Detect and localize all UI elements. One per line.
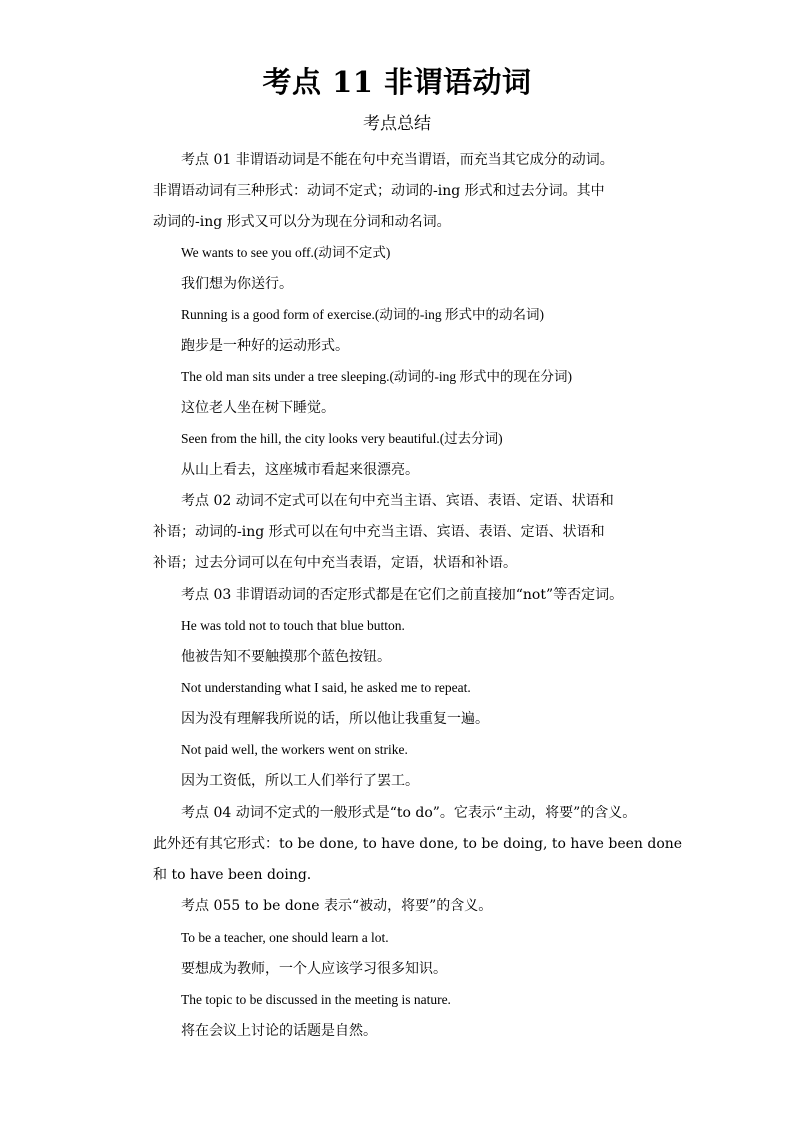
example-sentence: Seen from the hill, the city looks very beautiful.(过去分词) — [181, 431, 503, 446]
page-title: 考点 11 非谓语动词 — [262, 65, 532, 99]
point-01-line-3: 动词的-ing 形式又可以分为现在分词和动名词。 — [153, 214, 451, 230]
point-04-line-1: 考点 04 动词不定式的一般形式是“to do”。它表示“主动，将要”的含义。 — [181, 805, 637, 821]
point-01-line-1: 考点 01 非谓语动词是不能在句中充当谓语，而充当其它成分的动词。 — [181, 152, 614, 168]
point-05-line-1: 考点 055 to be done 表示“被动，将要”的含义。 — [181, 898, 493, 914]
point-02-line-1: 考点 02 动词不定式可以在句中充当主语、宾语、表语、定语、状语和 — [181, 493, 614, 509]
point-03-line-1: 考点 03 非谓语动词的否定形式都是在它们之前直接加“not”等否定词。 — [181, 587, 624, 603]
example-sentence: Not understanding what I said, he asked me to repeat. — [181, 680, 471, 695]
example-sentence: To be a teacher, one should learn a lot. — [181, 930, 389, 945]
example-translation: 因为工资低，所以工人们举行了罢工。 — [181, 773, 419, 789]
point-01-line-2: 非谓语动词有三种形式：动词不定式；动词的-ing 形式和过去分词。其中 — [153, 183, 605, 199]
example-translation: 因为没有理解我所说的话，所以他让我重复一遍。 — [181, 711, 489, 727]
example-sentence: He was told not to touch that blue button. — [181, 618, 405, 633]
point-04-line-2: 此外还有其它形式：to be done, to have done, to be doing, to have been done — [153, 836, 683, 852]
example-sentence: The topic to be discussed in the meeting is nature. — [181, 992, 451, 1007]
example-translation: 他被告知不要触摸那个蓝色按钮。 — [181, 649, 391, 665]
example-sentence: Not paid well, the workers went on strike. — [181, 742, 408, 757]
example-sentence: We wants to see you off.(动词不定式) — [181, 245, 391, 260]
example-sentence: The old man sits under a tree sleeping.(动词的-ing 形式中的现在分词) — [181, 369, 573, 384]
example-translation: 将在会议上讨论的话题是自然。 — [181, 1023, 377, 1039]
point-02-line-3: 补语；过去分词可以在句中充当表语，定语，状语和补语。 — [153, 555, 517, 571]
example-translation: 我们想为你送行。 — [181, 276, 293, 292]
point-02-line-2: 补语；动词的-ing 形式可以在句中充当主语、宾语、表语、定语、状语和 — [153, 524, 605, 540]
example-translation: 要想成为教师，一个人应该学习很多知识。 — [181, 961, 447, 977]
example-sentence: Running is a good form of exercise.(动词的-ing 形式中的动名词) — [181, 307, 544, 322]
example-translation: 从山上看去，这座城市看起来很漂亮。 — [181, 462, 419, 478]
example-translation: 跑步是一种好的运动形式。 — [181, 338, 349, 354]
section-subtitle: 考点总结 — [363, 114, 431, 134]
point-04-line-3: 和 to have been doing. — [153, 867, 312, 883]
example-translation: 这位老人坐在树下睡觉。 — [181, 400, 335, 416]
